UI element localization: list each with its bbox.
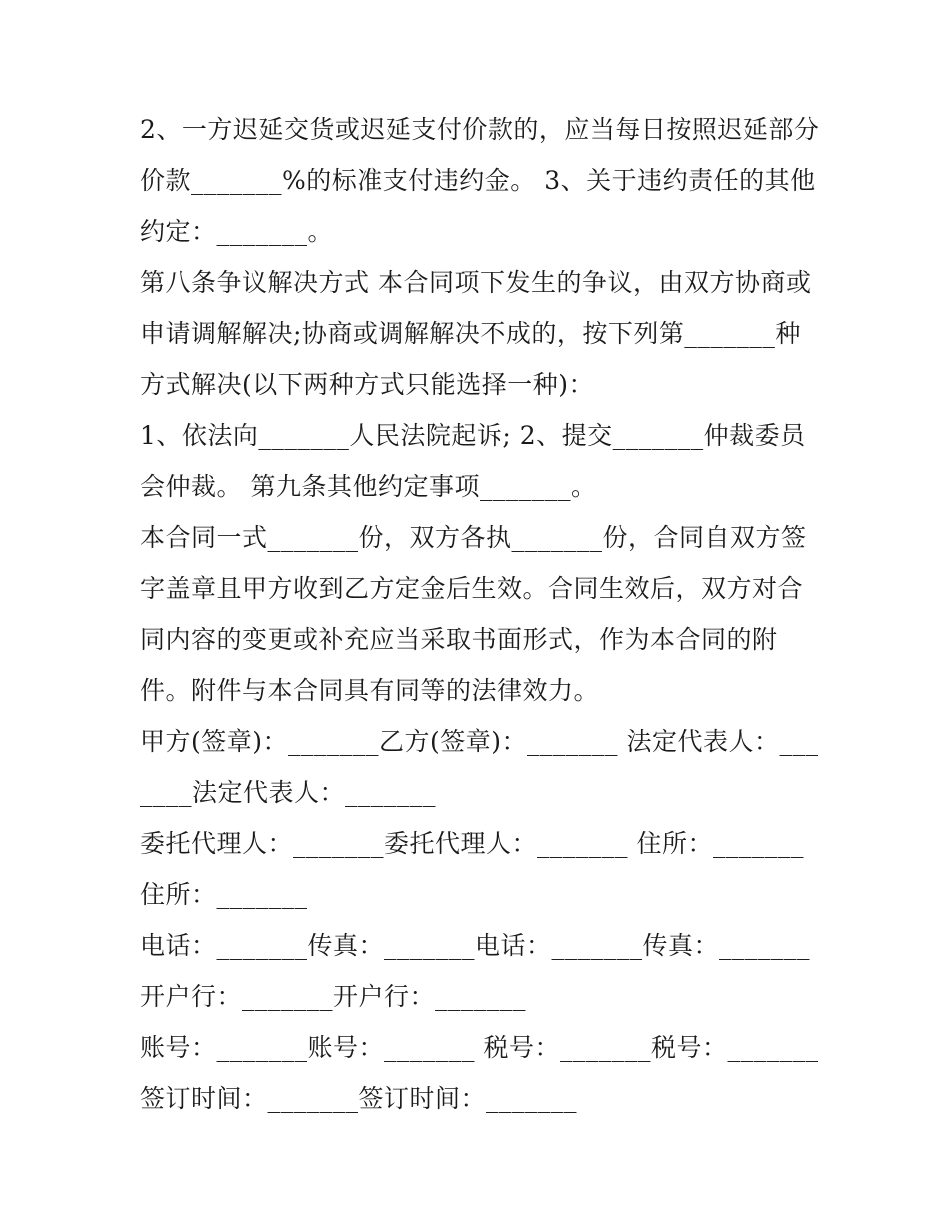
paragraph-agents-address: 委托代理人：_______委托代理人：_______ 住所：_______住所：_______: [140, 829, 804, 909]
paragraph-breach-liability: 2、一方迟延交货或迟延支付价款的，应当每日按照迟延部分价款_______%的标准支付违约金。 3、关于违约责任的其他约定：_______。: [140, 115, 820, 246]
document-body: [140, 104, 820, 1124]
paragraph-account-tax-date: 账号：_______账号：_______ 税号：_______税号：_______ 签订时间：_______签订时间：_______: [140, 1033, 819, 1113]
paragraph-signatures: 甲方(签章)：_______乙方(签章)：_______ 法定代表人：_______法定代表人：_______: [140, 727, 819, 807]
paragraph-dispute-resolution: 第八条争议解决方式 本合同项下发生的争议，由双方协商或申请调解解决;协商或调解解决不成的，按下列第_______种方式解决(以下两种方式只能选择一种)：: [140, 268, 812, 399]
paragraph-resolution-options: 1、依法向_______人民法院起诉; 2、提交_______仲裁委员会仲裁。 第九条其他约定事项_______。: [140, 421, 806, 501]
paragraph-copies-effectiveness: 本合同一式_______份，双方各执_______份，合同自双方签字盖章且甲方收到乙方定金后生效。合同生效后，双方对合同内容的变更或补充应当采取书面形式，作为本合同的附件。附件与本合同具有同等的法律效力。: [140, 523, 807, 705]
paragraph-phone-fax-bank: 电话：_______传真：_______电话：_______传真：_______ 开户行：_______开户行：_______: [140, 931, 811, 1011]
